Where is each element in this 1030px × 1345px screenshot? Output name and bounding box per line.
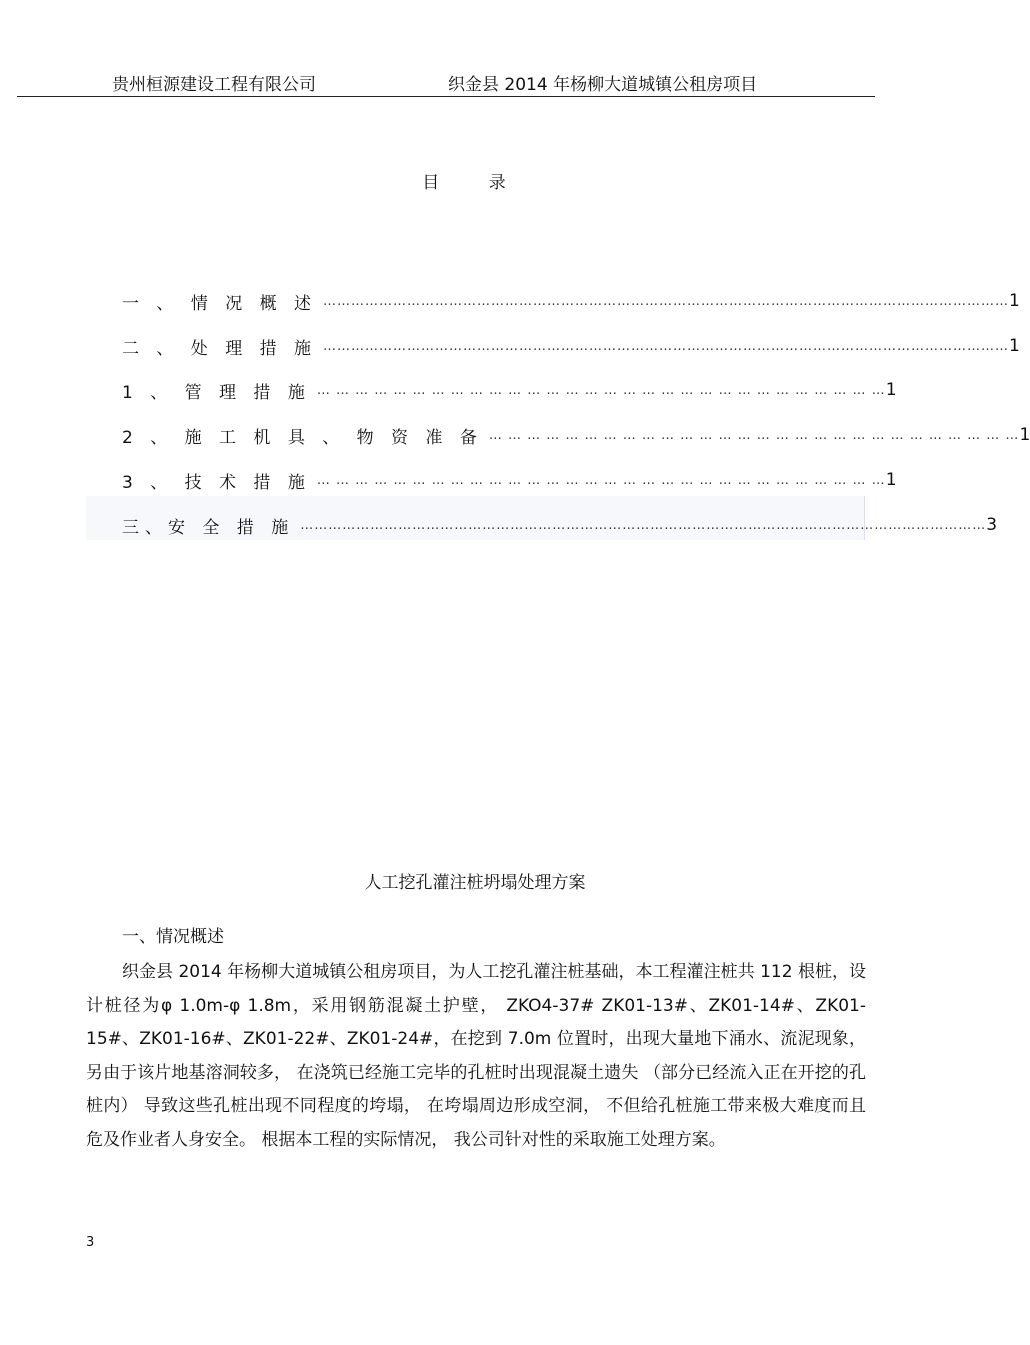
toc-leader-dots: ………………………………………………………………………………………………………………………………… [300, 517, 987, 533]
body-paragraph: 织金县 2014 年杨柳大道城镇公租房项目，为人工挖孔灌注桩基础，本工程灌注桩共 112 根桩，设计桩径为φ 1.0m-φ 1.8m，采用钢筋混凝土护壁， ZKO4-37# ZK01-13#、ZK01-14#、ZK01-15#、ZK01-16#、ZK01-22#、ZK01-24#，在挖到 7.0m 位置时，出现大量地下涌水、流泥现象，另由于该片地基溶洞较多， 在浇筑已经施工完毕的孔桩时出现混凝土遗失 （部分已经流入正在开挖的孔桩内） 导致这些孔桩出现不同程度的垮塌， 在垮塌周边形成空洞， 不但给孔桩施工带来极大难度而且危及作业者人身安全。 根据本工程的实际情况， 我公司针对性的采取施工处理方案。 [86, 962, 866, 1150]
toc-item-label: 2 、 施 工 机 具 、 物 资 准 备 [122, 427, 483, 448]
toc-item-label: 一 、 情 况 概 述 [122, 293, 318, 314]
header-divider [17, 96, 875, 97]
toc-item-label: 二 、 处 理 措 施 [122, 338, 318, 359]
toc-item[interactable] [122, 467, 897, 493]
toc-item[interactable] [122, 422, 1030, 448]
header-company: 贵州桓源建设工程有限公司 [112, 75, 316, 95]
toc-item[interactable] [122, 377, 897, 403]
toc-item-page: 1 [885, 380, 897, 400]
header-project: 织金县 2014 年杨柳大道城镇公租房项目 [448, 75, 758, 95]
toc-leader-dots: … … … … … … … … … … … … … … … … … … … … … … … … … … … … … … [316, 382, 886, 398]
toc-leader-dots: … … … … … … … … … … … … … … … … … … … … … … … … … … … … … … [316, 472, 886, 488]
page-number: 3 [86, 1235, 95, 1250]
toc-leader-dots: … … … … … … … … … … … … … … … … … … … … … … … … … … … … [488, 427, 1020, 443]
toc-item[interactable] [122, 333, 1020, 359]
toc-item[interactable] [122, 288, 1020, 314]
toc-item-label: 三、安 全 措 施 [122, 517, 295, 538]
toc-item[interactable] [122, 512, 998, 538]
toc-item-page: 3 [986, 515, 998, 535]
toc-item-label: 1 、 管 理 措 施 [122, 382, 311, 403]
toc-item-page: 1 [1019, 425, 1030, 445]
section-heading: 一、情况概述 [122, 927, 224, 947]
toc-title: 目 录 [422, 173, 528, 193]
toc-item-label: 3 、 技 术 措 施 [122, 472, 311, 493]
toc-item-page: 1 [1009, 291, 1020, 311]
document-title: 人工挖孔灌注桩坍塌处理方案 [364, 873, 586, 893]
toc-leader-dots: ………………………………………………………………………………………………………………………………… [323, 293, 1010, 309]
toc-item-page: 1 [1009, 336, 1020, 356]
toc-item-page: 1 [885, 470, 897, 490]
toc-leader-dots: ………………………………………………………………………………………………………………………………… [323, 338, 1010, 354]
